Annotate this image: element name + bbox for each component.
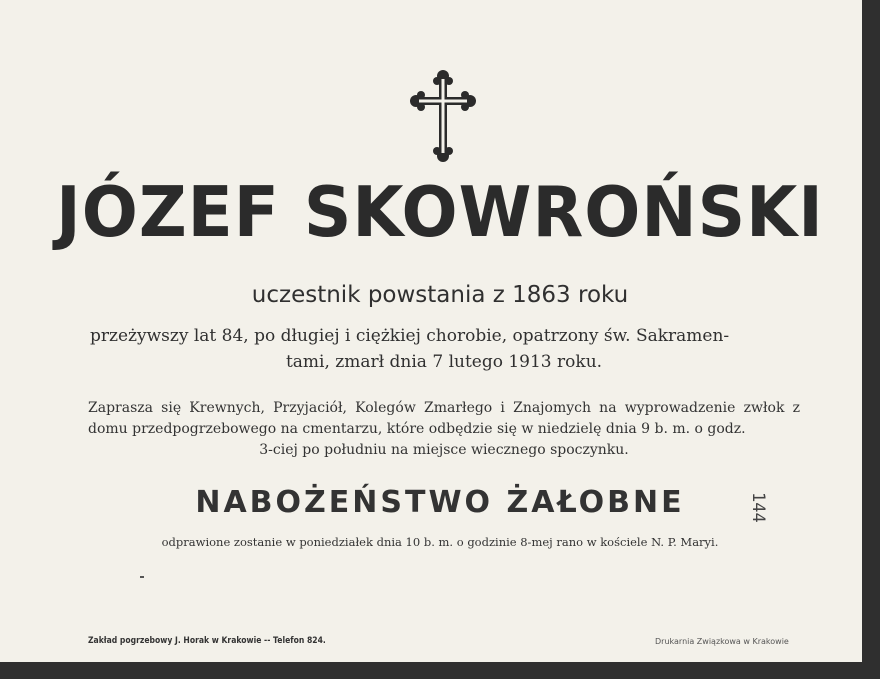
deceased-name: JÓZEF SKOWROŃSKI	[56, 172, 824, 253]
printer-footer: Drukarnia Związkowa w Krakowie	[655, 637, 789, 646]
cross-icon	[410, 70, 476, 164]
death-announcement-line2: tami, zmarł dnia 7 lutego 1913 roku.	[285, 352, 603, 372]
funeral-invitation	[88, 398, 800, 461]
service-detail: odprawione zostanie w poniedziałek dnia 10 b. m. o godzinie 8-mej rano w kościele N. P. Maryi.	[161, 535, 719, 549]
funeral-home-footer: Zakład pogrzebowy J. Horak w Krakowie -- Telefon 824.	[88, 636, 326, 646]
archive-number: 144	[748, 492, 768, 523]
frame-right	[862, 0, 880, 679]
funeral-invitation-last: 3-ciej po południu na miejsce wiecznego spoczynku.	[259, 442, 629, 458]
funeral-invitation-main: Zaprasza się Krewnych, Przyjaciół, Kolegów Zmarłego i Znajomych na wyprowadzenie zwłok z domu przedpogrzebowego na cmentarzu, które odbędzie się w niedzielę dnia 9 b. m. o godz.	[88, 400, 800, 437]
service-title: NABOŻEŃSTWO ŻAŁOBNE	[195, 485, 685, 520]
subtitle: uczestnik powstania z 1863 roku	[251, 282, 629, 308]
death-announcement-line1: przeżywszy lat 84, po długiej i ciężkiej chorobie, opatrzony św. Sakramen-	[90, 326, 730, 346]
death-announcement	[90, 323, 798, 375]
ink-mark	[140, 576, 144, 578]
frame-bottom	[0, 662, 880, 679]
